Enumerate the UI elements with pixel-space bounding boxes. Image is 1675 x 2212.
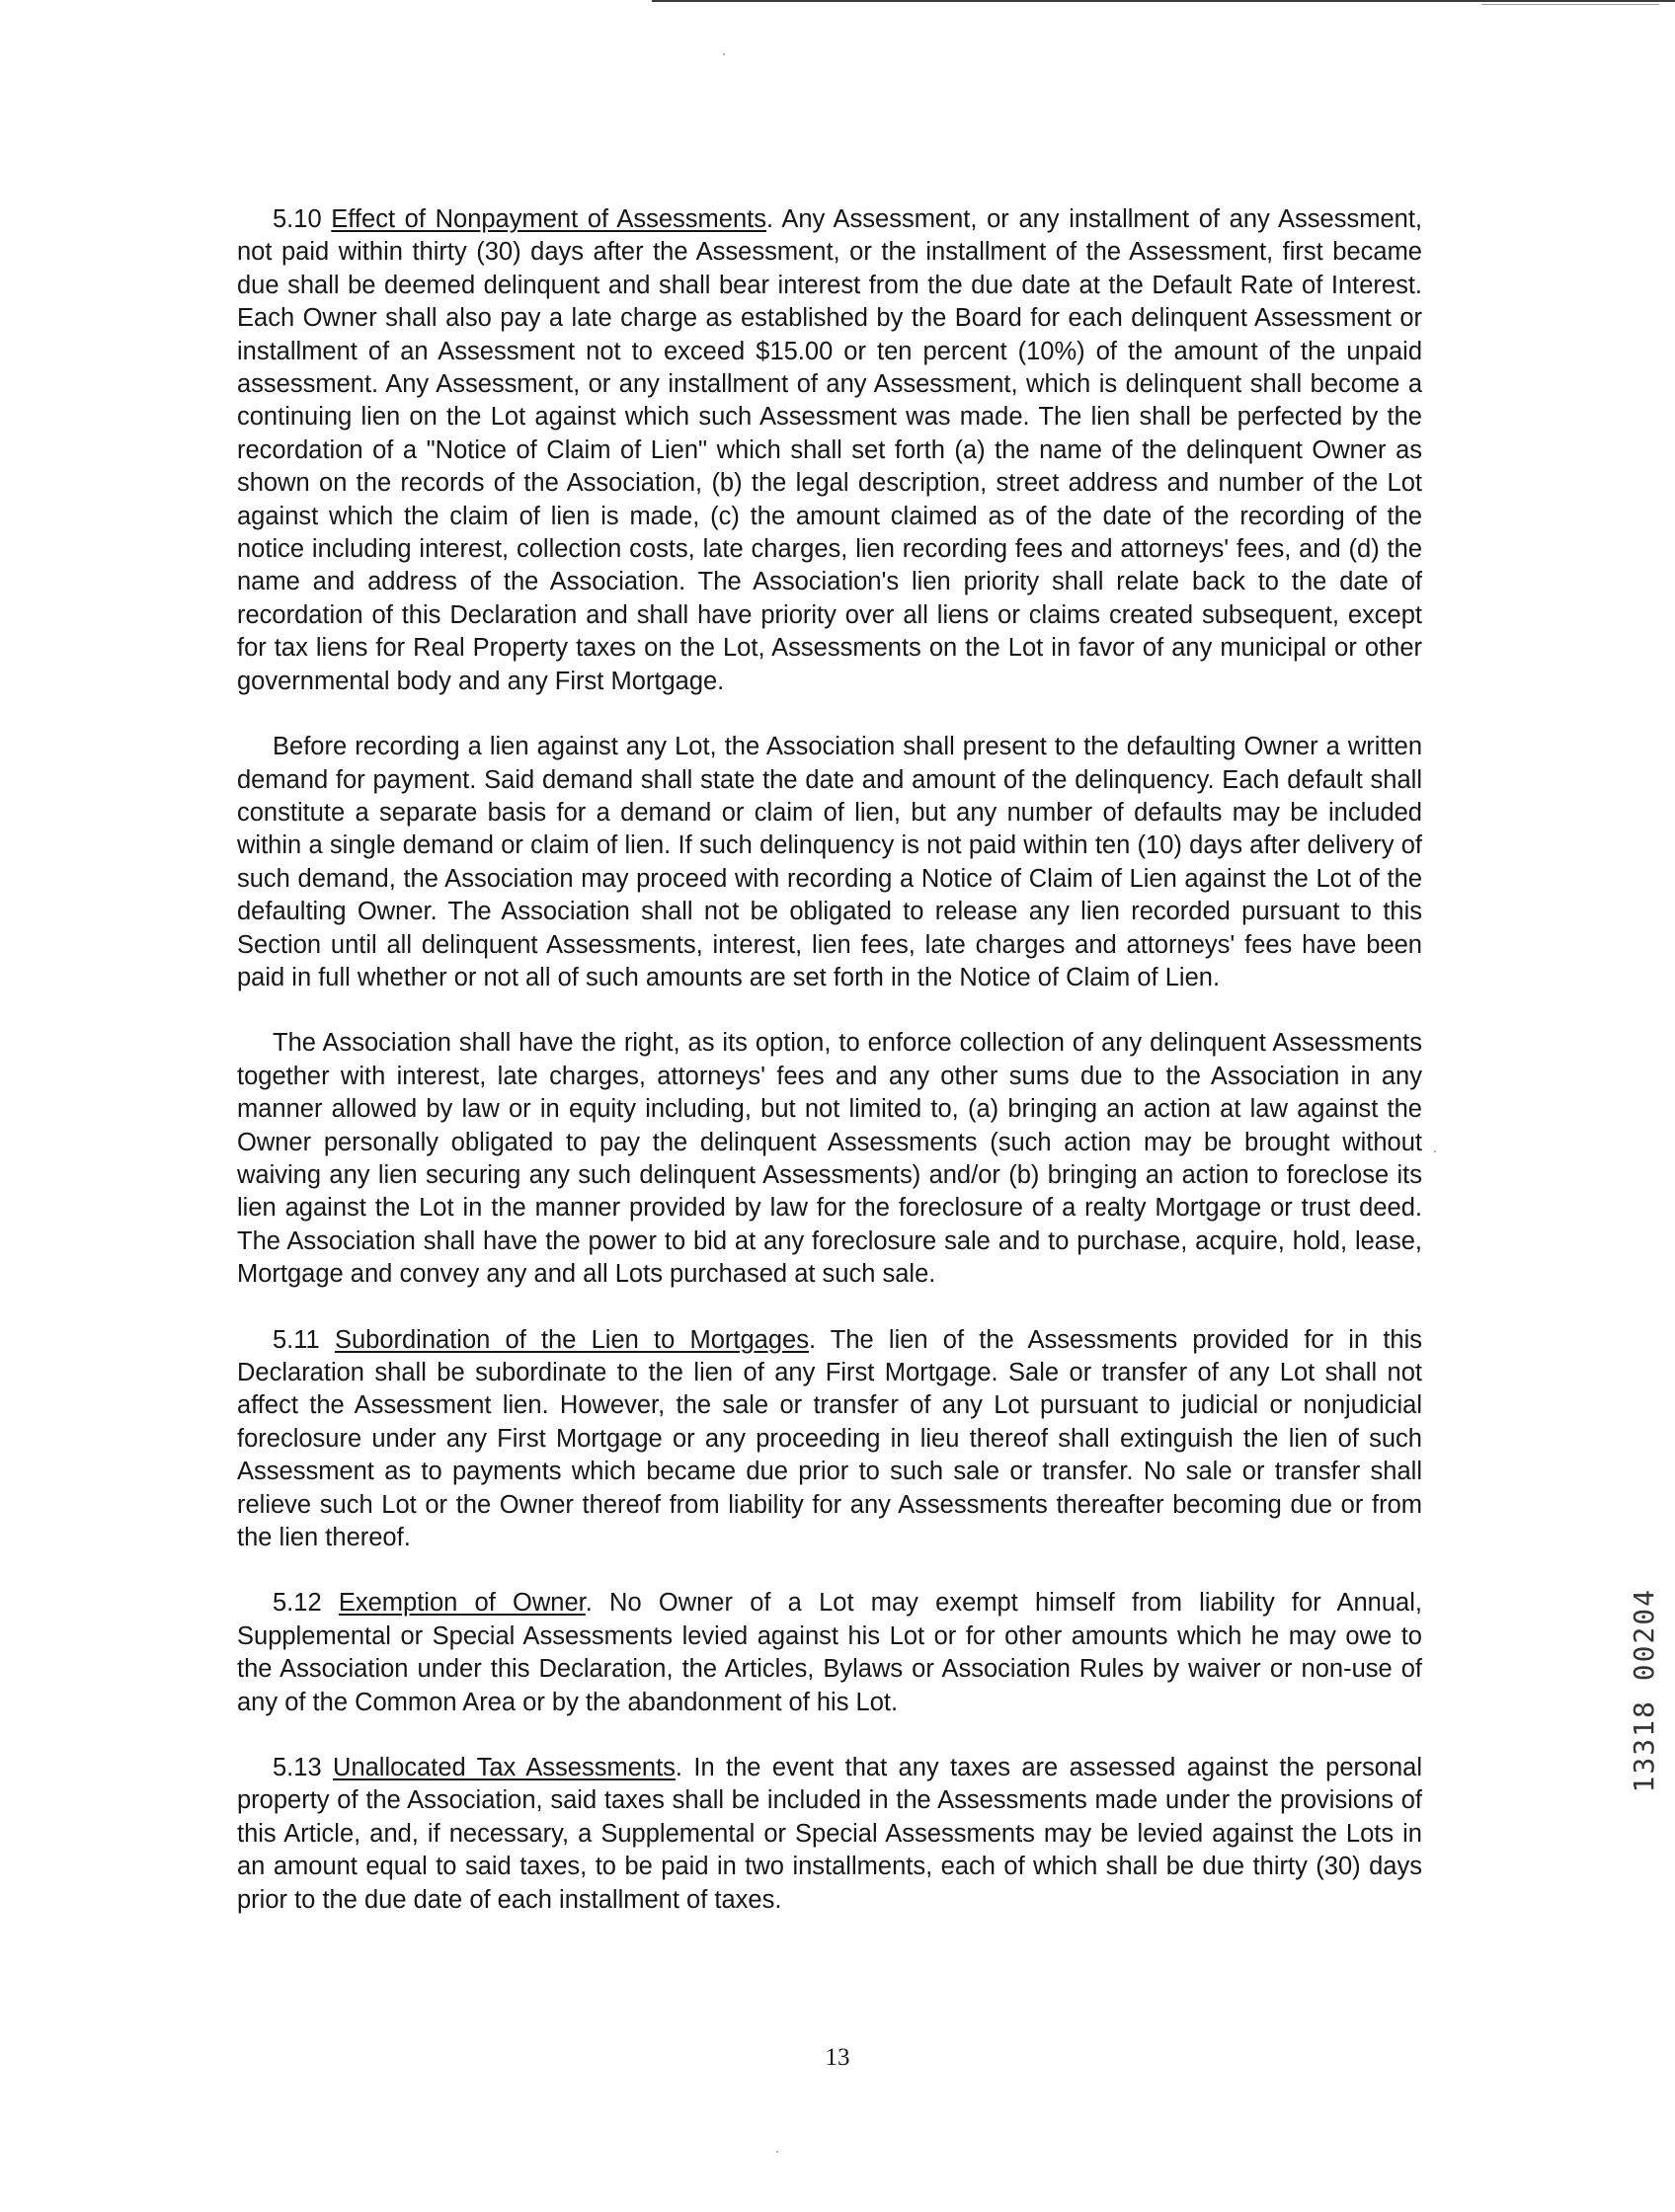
section-number: 5.11	[273, 1325, 320, 1354]
paragraph-text: Before recording a lien against any Lot, the Association shall present to the defaulting Owner a written demand for payment. Said demand shall state the date and amount of the delinquency. Each default shall constitute a separate basis for a demand or claim of lien, but any number of defaults may be included within a single demand or claim of lien. If such delinquency is not paid within ten (10) days after delivery of such demand, the Association may proceed with recording a Notice of Claim of Lien against the Lot of the defaulting Owner. The Association shall not be obligated to release any lien recorded pursuant to this Section until all delinquent Assessments, interest, lien fees, late charges and attorneys' fees have been paid in full whether or not all of such amounts are set forth in the Notice of Claim of Lien.	[237, 733, 1422, 991]
section-number: 5.10	[273, 205, 322, 233]
document-body	[237, 203, 1422, 1949]
section-heading: Unallocated Tax Assessments	[333, 1754, 676, 1782]
section-number: 5.12	[273, 1589, 322, 1618]
scan-speck	[776, 2151, 778, 2153]
section-text: . The lien of the Assessments provided for in this Declaration shall be subordinate to the lien of any First Mortgage. Sale or transfer of any Lot shall not affect the Assessment lien. However, the sale or transfer of any Lot pursuant to judicial or nonjudicial foreclosure under any First Mortgage or any proceeding in lieu thereof shall extinguish the lien of such Assessment as to payments which became due prior to such sale or transfer. No sale or transfer shall relieve such Lot or the Owner thereof from liability for any Assessments thereafter becoming due or from the lien thereof.	[237, 1325, 1422, 1552]
section-5-13	[237, 1752, 1422, 1917]
section-text: . Any Assessment, or any installment of any Assessment, not paid within thirty (30) days after the Assessment, or the installment of the Assessment, first became due shall be deemed delinquent and shall bear interest from the due date at the Default Rate of Interest. Each Owner shall also pay a late charge as established by the Board for each delinquent Assessment or installment of an Assessment not to exceed $15.00 or ten percent (10%) of the amount of the unpaid assessment. Any Assessment, or any installment of any Assessment, which is delinquent shall become a continuing lien on the Lot against which such Assessment was made. The lien shall be perfected by the recordation of a "Notice of Claim of Lien" which shall set forth (a) the name of the delinquent Owner as shown on the records of the Association, (b) the legal description, street address and number of the Lot against which the claim of lien is made, (c) the amount claimed as of the date of the recording of the notice including interest, collection costs, late charges, lien recording fees and attorneys' fees, and (d) the name and address of the Association. The Association's lien priority shall relate back to the date of recordation of this Declaration and shall have priority over all liens or claims created subsequent, except for tax liens for Real Property taxes on the Lot, Assessments on the Lot in favor of any municipal or other governmental body and any First Mortgage.	[237, 205, 1422, 695]
scan-speck	[1434, 1150, 1436, 1152]
scan-border-line	[652, 0, 1675, 2]
section-5-12	[237, 1587, 1422, 1719]
section-text: . In the event that any taxes are assessed against the personal property of the Association, said taxes shall be included in the Assessments made under the provisions of this Article, and, if necessary, a Supplemental or Special Assessments may be levied against the Lots in an amount equal to said taxes, to be paid in two installments, each of which shall be due thirty (30) days prior to the due date of each installment of taxes.	[237, 1754, 1422, 1914]
paragraph-text: The Association shall have the right, as its option, to enforce collection of any delinquent Assessments together with interest, late charges, attorneys' fees and any other sums due to the Association in any manner allowed by law or in equity including, but not limited to, (a) bringing an action at law against the Owner personally obligated to pay the delinquent Assessments (such action may be brought without waiving any lien securing any such delinquent Assessments) and/or (b) bringing an action to foreclose its lien against the Lot in the manner provided by law for the foreclosure of a realty Mortgage or trust deed. The Association shall have the power to bid at any foreclosure sale and to purchase, acquire, hold, lease, Mortgage and convey any and all Lots purchased at such sale.	[237, 1029, 1422, 1289]
section-5-11	[237, 1324, 1422, 1555]
section-heading: Effect of Nonpayment of Assessments	[331, 205, 766, 233]
page-number: 13	[825, 2044, 850, 2071]
scan-speck	[723, 53, 725, 55]
margin-stamp: 13318 00204	[1628, 1588, 1660, 1793]
paragraph-lien-demand	[237, 731, 1422, 994]
section-heading: Exemption of Owner	[338, 1589, 586, 1618]
section-text: . No Owner of a Lot may exempt himself from liability for Annual, Supplemental or Special Assessments levied against his Lot or for other amounts which he may owe to the Association under this Declaration, the Articles, Bylaws or Association Rules by waiver or non-use of any of the Common Area or by the abandonment of his Lot.	[237, 1589, 1422, 1716]
section-5-10	[237, 203, 1422, 698]
paragraph-collection	[237, 1027, 1422, 1291]
scan-border-line	[1481, 4, 1659, 5]
section-heading: Subordination of the Lien to Mortgages	[334, 1325, 809, 1354]
section-number: 5.13	[273, 1754, 322, 1782]
